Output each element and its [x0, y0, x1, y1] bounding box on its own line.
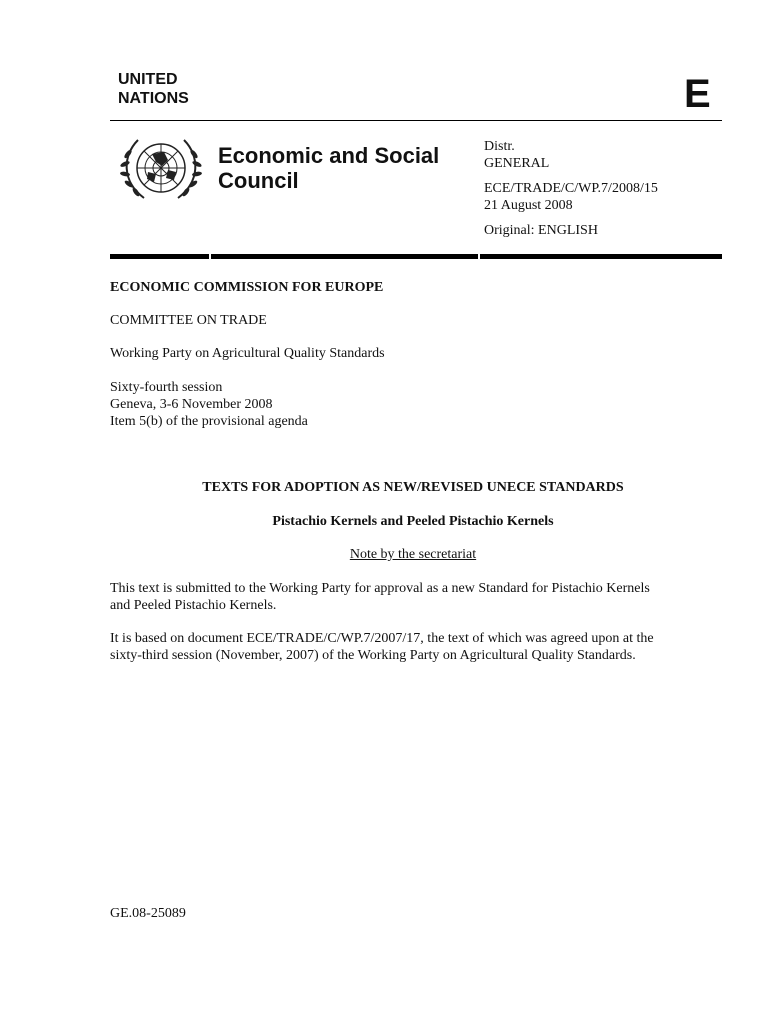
- header-divider: [110, 254, 722, 259]
- paragraph-1-line1: This text is submitted to the Working Party for approval as a new Standard for Pistachio Kernels: [110, 581, 650, 596]
- session-location-date: Geneva, 3-6 November 2008: [110, 397, 273, 412]
- session-number: Sixty-fourth session: [110, 380, 223, 395]
- distr-label: Distr.: [484, 139, 515, 154]
- commission-name: ECONOMIC COMMISSION FOR EUROPE: [110, 280, 384, 295]
- original-language: Original: ENGLISH: [484, 223, 598, 238]
- distribution-value: GENERAL: [484, 156, 550, 171]
- header-divider-notch: [478, 254, 480, 259]
- document-symbol: ECE/TRADE/C/WP.7/2008/15: [484, 181, 658, 196]
- session-info: [110, 379, 308, 430]
- paragraph-2: [110, 630, 720, 664]
- paragraph-1: [110, 580, 720, 614]
- un-emblem-icon: [118, 132, 204, 204]
- organization-name: [118, 70, 189, 108]
- note-heading-text: Note by the secretariat: [349, 547, 477, 562]
- org-name-line1: UNITED: [118, 71, 178, 88]
- top-divider: [110, 120, 722, 121]
- paragraph-2-line1: It is based on document ECE/TRADE/C/WP.7/2007/17, the text of which was agreed upon at the: [110, 631, 654, 646]
- working-party-name: Working Party on Agricultural Quality Standards: [110, 346, 385, 361]
- document-subtitle: Pistachio Kernels and Peeled Pistachio Kernels: [272, 514, 554, 529]
- document-title: TEXTS FOR ADOPTION AS NEW/REVISED UNECE STANDARDS: [202, 480, 624, 495]
- org-name-line2: NATIONS: [118, 90, 189, 107]
- council-title-line2: Council: [218, 168, 299, 193]
- agenda-item: Item 5(b) of the provisional agenda: [110, 414, 308, 429]
- council-title: [218, 143, 439, 193]
- document-language-letter: E: [684, 72, 711, 116]
- job-number: GE.08-25089: [110, 906, 186, 921]
- note-heading: [110, 546, 716, 563]
- document-date: 21 August 2008: [484, 198, 573, 213]
- paragraph-2-line2: sixty-third session (November, 2007) of the Working Party on Agricultural Quality Standards.: [110, 648, 636, 663]
- header-divider-notch: [209, 254, 211, 259]
- document-metadata: [484, 138, 658, 239]
- council-title-line1: Economic and Social: [218, 143, 440, 168]
- committee-name: COMMITTEE ON TRADE: [110, 313, 267, 328]
- paragraph-1-line2: and Peeled Pistachio Kernels.: [110, 598, 277, 613]
